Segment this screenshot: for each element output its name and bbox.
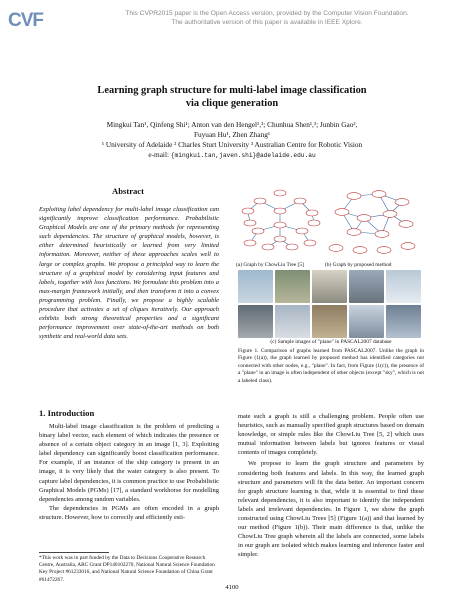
plane-photo-9 [349,305,384,338]
introduction-body [39,422,219,522]
footnote: *This work was in part funded by the Data to Decisions Cooperative Research Centre, Australia, ARC Grant DP140102270, National Natural Science Foundation Key Project #61233016, and National Natural Science Foundation of China Grant #61472267. [39,555,215,583]
plane-photo-8 [312,305,347,338]
plane-photo-6 [238,305,273,338]
abstract-heading: Abstract [112,186,144,196]
right-column-body [238,412,424,560]
footnote-rule [39,552,109,553]
chowliu-tree-graph [238,187,321,251]
proposed-method-graph [324,184,421,258]
paper-title: Learning graph structure for multi-label image classification via clique generation [97,85,367,109]
right-paragraph-1: mate such a graph is still a challenging problem. People often use heuristics, such as manually specified graph structures based on domain knowledge, or simple rules like the ChowLiu Tree [5, 2] which uses mutual information between labels but ignores features or visual contents of images completely. [238,413,424,457]
plane-photo-2 [275,270,310,303]
plane-photo-1 [238,270,273,303]
plane-photo-7 [275,305,310,338]
affiliations: ¹ University of Adelaide ² Charles Sturt University ³ Australian Centre for Robotic Vision [101,140,363,149]
intro-paragraph-2: The dependencies in PGMs are often encoded in a graph structure. However, how to correctly and efficiently esti- [39,504,219,521]
page-number: 4100 [225,584,239,591]
figure-1b-caption: (b) Graph by proposed method [325,262,392,268]
plane-photo-3 [312,270,347,303]
plane-photo-4 [349,270,384,303]
right-paragraph-2: We propose to learn the graph structure and parameters by considering both features and labels. In this way, the learned graph structure and parameters will fit the data better. An important concern for graph structure learning is that, while it is essential to find these relevant dependencies, it is also important to identify the independent labels and irrelevant dependencies. In Figure 1, we show the graph constructed using ChowLiu Trees [5] (Figure 1(a)) and that learned by our method (Figure 1(b)). Their main difference is that, unlike the ChowLiu Tree graph wherein all the labels are connected, some labels in our graph are isolated which makes learning and inference faster and simpler. [238,460,424,559]
author-list: Mingkui Tan¹, Qinfeng Shi¹; Anton van den Hengel¹,³; Chunhua Shen¹,³; Junbin Gao², Fuyuan Hu¹, Zhen Zhang¹ [106,120,358,139]
figure-1a-caption: (a) Graph by ChowLiu Tree [5] [236,262,304,268]
sample-plane-images [238,270,422,338]
introduction-heading: 1. Introduction [39,408,95,418]
plane-photo-5 [386,270,421,303]
abstract-text: Exploiting label dependency for multi-label image classification can significantly improve classification performance. Probabilistic Graphical Models are one of the primary methods for representing such dependencies. The structure of graphical models, however, is either determined heuristically or learned from very limited information. Moreover, neither of these approaches scales well to large or complex graphs. We propose a principled way to learn the structure of a graphical model by considering input features and labels, together with loss functions. We formulate this problem into a max-margin framework initially, and then transform it into a convex programming problem. Finally, we propose a highly scalable procedure that activates a set of cliques iteratively. Our approach exhibits both strong theoretical properties and a significant performance improvement over state-of-the-art methods on both synthetic and real-world data sets. [39,206,219,341]
email-line: e-mail: {mingkui.tan,javen.shi}@adelaide.edu.au [148,150,316,159]
open-access-note: This CVPR2015 paper is the Open Access version, provided by the Computer Vision Foundation. The authoritative version of this paper is available in IEEE Xplore. [125,10,409,26]
intro-paragraph-1: Multi-label image classification is the problem of predicting a binary label vector, each element of which indicates the presence or absence of a certain object category in an image [1, 3]. Exploiting label dependency can significantly boost classification performance. For example, if an instance of the ship category is present in an image, it is very likely that the water category is also present. To capture label dependencies, it is common practice to use Probabilistic Graphical Models (PGMs) [17], a standard workhorse for modelling dependencies among random variables. [39,423,219,503]
cvf-logo [7,8,47,30]
plane-photo-10 [386,305,421,338]
svg-text:CVF: CVF [8,10,43,30]
figure-1c-caption: (c) Sample images of "plane" in PASCAL2007 database [270,339,392,345]
figure-1-caption: Figure 1. Comparison of graphs learned from PASCAL2007. Unlike the graph in Figure (1(a)), the graph learned by proposed method has identified categories not connected with other nodes, e.g., "plane". In fact, from Figure (1(c)), the presence of a "plane" in an image is often independent of other objects (except "sky", which is not a labeled class). [238,348,424,384]
